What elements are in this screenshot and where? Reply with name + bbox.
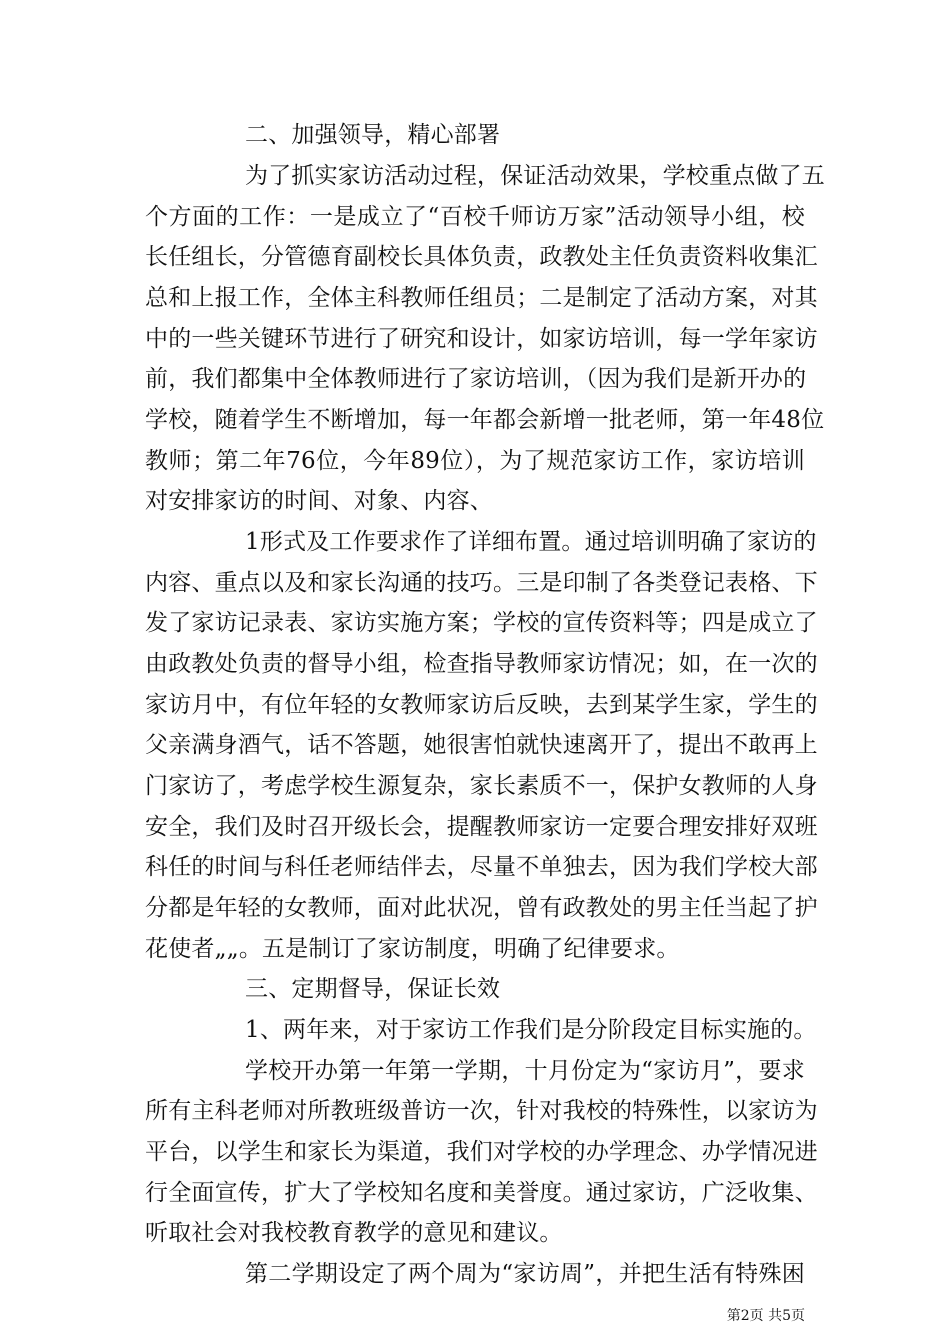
paragraph-line: 所有主科老师对所教班级普访一次，针对我校的特殊性，以家访为: [145, 1098, 818, 1124]
paragraph-line: 前，我们都集中全体教师进行了家访培训，（因为我们是新开办的: [145, 366, 807, 392]
page-number-footer: 第2页 共5页: [726, 1308, 805, 1324]
paragraph-line: 家访月中，有位年轻的女教师家访后反映，去到某学生家，学生的: [145, 692, 818, 718]
paragraph-line: 总和上报工作，全体主科教师任组员；二是制定了活动方案，对其: [145, 285, 818, 311]
paragraph-line: 花使者„„。五是制订了家访制度，明确了纪律要求。: [145, 936, 680, 962]
paragraph-line: 教师；第二年76位，今年89位），为了规范家访工作，家访培训: [145, 448, 805, 474]
paragraph-line: 内容、重点以及和家长沟通的技巧。三是印制了各类登记表格、下: [145, 570, 818, 596]
paragraph-line: 父亲满身酒气，话不答题，她很害怕就快速离开了，提出不敢再上: [145, 732, 818, 758]
heading-section-two: 二、加强领导，精心部署: [245, 122, 501, 148]
paragraph-line: 长任组长，分管德育副校长具体负责，政教处主任负责资料收集汇: [145, 244, 818, 270]
paragraph-line: 发了家访记录表、家访实施方案；学校的宣传资料等；四是成立了: [145, 610, 818, 636]
paragraph-line: 听取社会对我校教育教学的意见和建议。: [145, 1220, 563, 1246]
paragraph-line: 为了抓实家访活动过程，保证活动效果，学校重点做了五: [245, 163, 825, 189]
paragraph-line: 学校，随着学生不断增加，每一年都会新增一批老师，第一年48位: [145, 407, 825, 433]
paragraph-line: 安全，我们及时召开级长会，提醒教师家访一定要合理安排好双班: [145, 814, 818, 840]
paragraph-line: 第二学期设定了两个周为“家访周”，并把生活有特殊困: [245, 1261, 805, 1287]
paragraph-line: 门家访了，考虑学校生源复杂，家长素质不一，保护女教师的人身: [145, 773, 818, 799]
paragraph-line: 1、两年来，对于家访工作我们是分阶段定目标实施的。: [245, 1017, 817, 1043]
paragraph-line: 平台，以学生和家长为渠道，我们对学校的办学理念、办学情况进: [145, 1139, 818, 1165]
paragraph-line: 由政教处负责的督导小组，检查指导教师家访情况；如，在一次的: [145, 651, 818, 677]
paragraph-line: 中的一些关键环节进行了研究和设计，如家访培训，每一学年家访: [145, 326, 818, 352]
paragraph-line: 对安排家访的时间、对象、内容、: [145, 488, 493, 514]
paragraph-line: 分都是年轻的女教师，面对此状况，曾有政教处的男主任当起了护: [145, 895, 818, 921]
paragraph-line: 科任的时间与科任老师结伴去，尽量不单独去，因为我们学校大部: [145, 854, 818, 880]
paragraph-line: 学校开办第一年第一学期，十月份定为“家访月”，要求: [245, 1058, 805, 1084]
heading-section-three: 三、定期督导，保证长效: [245, 976, 501, 1002]
paragraph-line: 个方面的工作：一是成立了“百校千师访万家”活动领导小组，校: [145, 204, 805, 230]
paragraph-line: 1形式及工作要求作了详细布置。通过培训明确了家访的: [245, 529, 817, 555]
paragraph-line: 行全面宣传，扩大了学校知名度和美誉度。通过家访，广泛收集、: [145, 1180, 818, 1206]
